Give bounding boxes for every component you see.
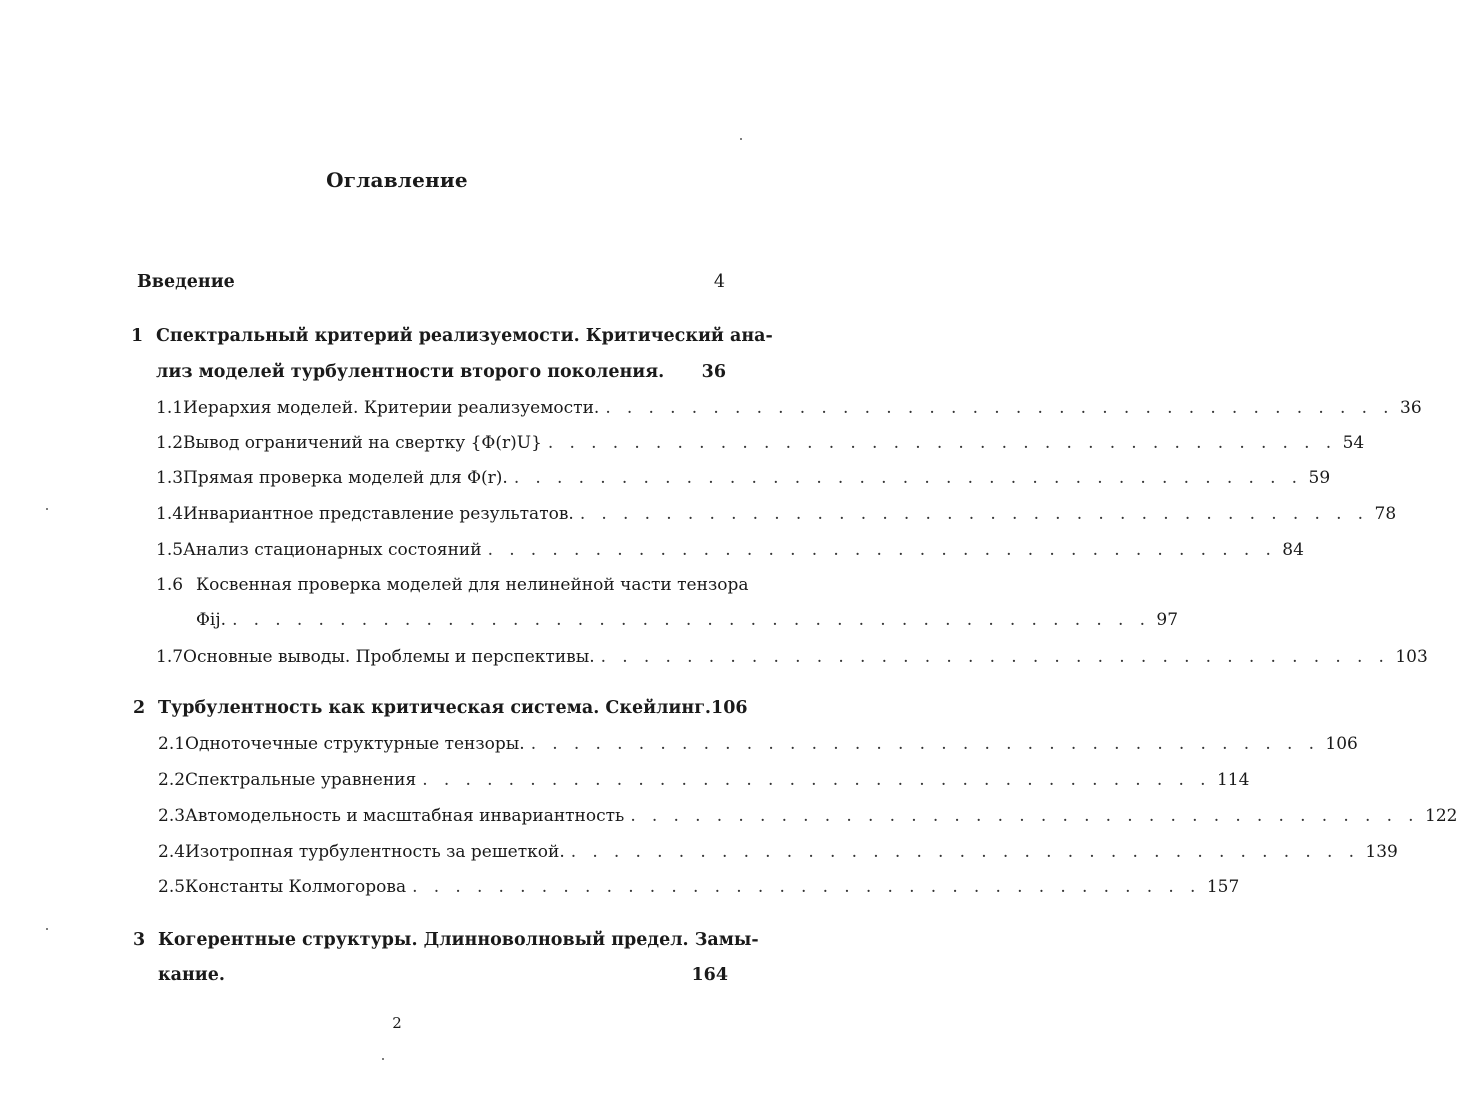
chapter-3-line2[interactable] xyxy=(158,965,728,985)
page-title: Оглавление xyxy=(326,168,468,192)
section-label: Основные выводы. Проблемы и перспективы. xyxy=(183,647,595,667)
section-page: 106 xyxy=(1325,734,1358,754)
chapter-3-page: 164 xyxy=(691,965,728,985)
toc-section-2-3[interactable] xyxy=(158,805,1457,827)
toc-section-1-5[interactable] xyxy=(156,539,1304,561)
scan-speck xyxy=(46,928,48,930)
chapter-3-title-line2: кание. xyxy=(158,965,225,985)
section-1-6-number: 1.6 xyxy=(156,575,184,595)
section-number: 2.4 xyxy=(158,842,186,862)
scan-speck xyxy=(382,1058,384,1060)
toc-section-2-5[interactable] xyxy=(158,876,1240,898)
section-label: Одноточечные структурные тензоры. xyxy=(185,734,525,754)
chapter-3-number: 3 xyxy=(133,930,146,950)
section-number: 1.2 xyxy=(156,433,184,453)
section-page: 114 xyxy=(1216,770,1250,790)
section-label: Вывод ограничений на свертку {Φ(r)U} xyxy=(183,433,542,453)
section-1-6-label[interactable]: Косвенная проверка моделей для нелинейной части тензора xyxy=(196,575,749,595)
section-label: Анализ стационарных состояний xyxy=(183,540,482,560)
leader-dots: . . . . . . . . . . . . . . . . . . . . . . . . . . . . . . . . . . . . . xyxy=(422,770,1211,790)
leader-dots: . . . . . . . . . . . . . . . . . . . . . . . . . . . . . . . . . . . . . xyxy=(605,398,1394,418)
leader-dots: . . . . . . . . . . . . . . . . . . . . . . . . . . . . . . . . . . . . . xyxy=(579,504,1369,524)
section-number: 2.1 xyxy=(158,734,186,754)
chapter-3-title-line1[interactable]: Когерентные структуры. Длинноволновый предел. Замы- xyxy=(158,930,759,950)
page-number: 2 xyxy=(392,1014,402,1032)
leader-dots: . . . . . . . . . . . . . . . . . . . . . . . . . . . . . . . . . . . . . xyxy=(530,734,1320,754)
chapter-2-number: 2 xyxy=(133,698,146,718)
section-number: 1.7 xyxy=(156,647,184,667)
section-number: 1.3 xyxy=(156,468,184,488)
leader-dots: . . . . . . . . . . . . . . . . . . . . . . . . . . . . . . . . . . . . . xyxy=(547,433,1337,453)
leader-dots: . . . . . . . . . . . . . . . . . . . . . . . . . . . . . . . . . . . . . xyxy=(570,842,1360,862)
section-label: Спектральные уравнения xyxy=(185,770,417,790)
section-page: 78 xyxy=(1374,504,1397,524)
section-label: Константы Колмогорова xyxy=(185,877,407,897)
leader-dots: . . . . . . . . . . . . . . . . . . . . . . . . . . . . . . . . . . . . . . . . . . . xyxy=(232,610,1151,630)
section-page: 97 xyxy=(1156,610,1179,630)
scan-speck xyxy=(740,138,742,140)
leader-dots: . . . . . . . . . . . . . . . . . . . . . . . . . . . . . . . . . . . . . xyxy=(487,540,1277,560)
section-number: 2.3 xyxy=(158,806,186,826)
section-label-cont: Φij. xyxy=(196,610,227,630)
section-label: Иерархия моделей. Критерии реализуемости. xyxy=(183,398,600,418)
leader-dots: . . . . . . . . . . . . . . . . . . . . . . . . . . . . . . . . . . . . . xyxy=(412,877,1201,897)
intro-label: Введение xyxy=(137,272,235,292)
section-page: 54 xyxy=(1342,433,1365,453)
chapter-1-title-line1[interactable]: Спектральный критерий реализуемости. Критический ана- xyxy=(156,326,773,346)
section-label: Прямая проверка моделей для Φ(r). xyxy=(183,468,508,488)
leader-dots: . . . . . . . . . . . . . . . . . . . . . . . . . . . . . . . . . . . . . xyxy=(630,806,1419,826)
section-number: 2.2 xyxy=(158,770,186,790)
chapter-1-line2[interactable] xyxy=(156,362,726,382)
section-page: 59 xyxy=(1308,468,1331,488)
toc-section-1-2[interactable] xyxy=(156,432,1365,454)
toc-section-1-7[interactable] xyxy=(156,646,1428,668)
section-label: Автомодельность и масштабная инвариантность xyxy=(185,806,625,826)
intro-page: 4 xyxy=(713,272,725,292)
section-number: 1.5 xyxy=(156,540,184,560)
chapter-2-title: Турбулентность как критическая система. Скейлинг. xyxy=(158,698,712,718)
section-page: 122 xyxy=(1425,806,1457,826)
leader-dots: . . . . . . . . . . . . . . . . . . . . . . . . . . . . . . . . . . . . . xyxy=(513,468,1303,488)
section-page: 139 xyxy=(1365,842,1398,862)
section-number: 1.1 xyxy=(156,398,184,418)
toc-section-1-4[interactable] xyxy=(156,503,1397,525)
section-page: 157 xyxy=(1206,877,1240,897)
section-label: Инвариантное представление результатов. xyxy=(183,504,574,524)
section-page: 36 xyxy=(1400,398,1422,418)
toc-section-2-1[interactable] xyxy=(158,733,1358,755)
toc-intro[interactable] xyxy=(137,272,725,292)
toc-section-2-2[interactable] xyxy=(158,769,1250,791)
chapter-1-title-line2: лиз моделей турбулентности второго поколения. xyxy=(156,362,665,382)
section-number: 1.4 xyxy=(156,504,184,524)
scan-speck xyxy=(46,508,48,510)
section-page: 84 xyxy=(1282,540,1304,560)
leader-dots: . . . . . . . . . . . . . . . . . . . . . . . . . . . . . . . . . . . . . xyxy=(600,647,1390,667)
section-label: Изотропная турбулентность за решеткой. xyxy=(185,842,565,862)
section-page: 103 xyxy=(1395,647,1428,667)
chapter-2-page: 106 xyxy=(711,698,748,718)
toc-section-2-4[interactable] xyxy=(158,841,1398,863)
toc-section-1-1[interactable] xyxy=(156,397,1422,419)
section-number: 2.5 xyxy=(158,877,186,897)
toc-section-1-6-cont[interactable] xyxy=(196,609,1179,631)
chapter-1-number: 1 xyxy=(131,326,144,346)
toc-section-1-3[interactable] xyxy=(156,467,1331,489)
chapter-1-page: 36 xyxy=(701,362,726,382)
chapter-2-line1[interactable] xyxy=(158,698,748,718)
